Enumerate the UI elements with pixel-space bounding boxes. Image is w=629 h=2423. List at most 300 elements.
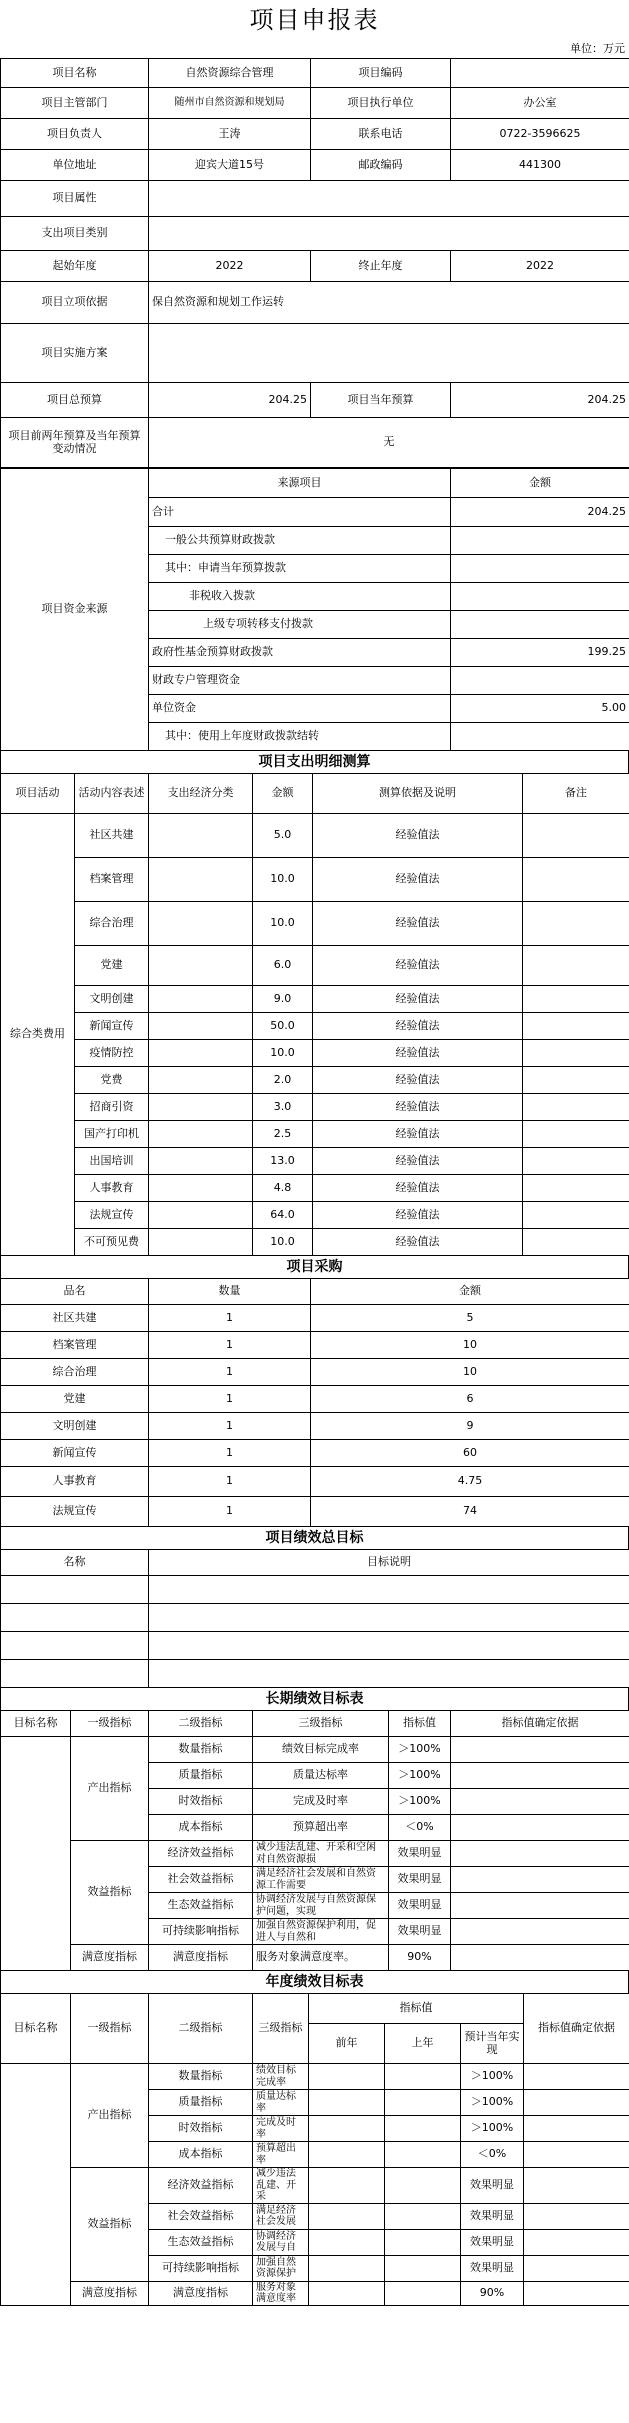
procurement-item-name: 文明创建	[1, 1413, 149, 1440]
procurement-item-name: 人事教育	[1, 1467, 149, 1497]
funding-source-name: 一般公共预算财政拨款	[149, 527, 451, 555]
detail-amount: 9.0	[253, 986, 313, 1013]
annual-header: 前年	[309, 2024, 385, 2064]
detail-header: 测算依据及说明	[313, 774, 523, 814]
value-exec: 办公室	[451, 88, 629, 119]
unit-label: 单位：万元	[570, 42, 625, 55]
long-term-basis	[451, 1867, 629, 1893]
funding-source-name: 合计	[149, 498, 451, 527]
long-term-section-title: 长期绩效目标表	[0, 1688, 629, 1710]
annual-basis	[524, 2064, 629, 2090]
procurement-header: 数量	[149, 1279, 311, 1305]
annual-l3: 绩效目标完成率	[253, 2064, 309, 2090]
detail-remark	[523, 986, 629, 1013]
detail-remark	[523, 1229, 629, 1256]
annual-basis	[524, 2142, 629, 2168]
detail-econ-class	[149, 1202, 253, 1229]
detail-content: 不可预见费	[75, 1229, 149, 1256]
detail-amount: 2.5	[253, 1121, 313, 1148]
procurement-item-qty: 1	[149, 1497, 311, 1527]
procurement-item-name: 党建	[1, 1386, 149, 1413]
detail-basis: 经验值法	[313, 1067, 523, 1094]
funding-source-name: 其中：申请当年预算拨款	[149, 555, 451, 583]
long-term-l3: 减少违法乱建、开采和空闲对自然资源损	[253, 1841, 389, 1867]
funding-source-amount	[451, 555, 629, 583]
detail-remark	[523, 814, 629, 858]
long-term-header: 三级指标	[253, 1711, 389, 1737]
funding-source-name: 上级专项转移支付拨款	[149, 611, 451, 639]
annual-header: 预计当年实现	[461, 2024, 524, 2064]
annual-l2: 可持续影响指标	[149, 2255, 253, 2281]
procurement-header: 品名	[1, 1279, 149, 1305]
annual-basis	[524, 2203, 629, 2229]
annual-goal-name	[1, 2064, 71, 2306]
label-project-code: 项目编码	[311, 59, 451, 88]
label-attr: 项目属性	[1, 181, 149, 217]
page-title: 项目申报表	[249, 6, 380, 34]
long-term-header: 二级指标	[149, 1711, 253, 1737]
detail-econ-class	[149, 946, 253, 986]
annual-prev1	[385, 2168, 461, 2204]
long-term-value: 90%	[389, 1945, 451, 1971]
detail-table	[0, 773, 629, 1256]
value-basis: 保自然资源和规划工作运转	[149, 282, 629, 324]
annual-target: ＞100%	[461, 2064, 524, 2090]
goal-cell	[1, 1632, 149, 1660]
detail-content: 招商引资	[75, 1094, 149, 1121]
table-row	[1, 1994, 629, 2024]
detail-header: 活动内容表述	[75, 774, 149, 814]
table-row	[1, 946, 629, 986]
annual-header: 目标名称	[1, 1994, 71, 2064]
procurement-item-name: 综合治理	[1, 1359, 149, 1386]
overall-goal-table	[0, 1549, 629, 1688]
annual-l2: 数量指标	[149, 2064, 253, 2090]
long-term-header: 指标值	[389, 1711, 451, 1737]
detail-basis: 经验值法	[313, 1175, 523, 1202]
long-term-l3: 质量达标率	[253, 1763, 389, 1789]
funding-table	[0, 468, 629, 751]
annual-header: 指标值确定依据	[524, 1994, 629, 2064]
detail-basis: 经验值法	[313, 902, 523, 946]
long-term-header: 一级指标	[71, 1711, 149, 1737]
annual-l3: 加强自然资源保护	[253, 2255, 309, 2281]
procurement-item-amount: 74	[311, 1497, 629, 1527]
detail-content: 新闻宣传	[75, 1013, 149, 1040]
funding-header-amount: 金额	[451, 469, 629, 498]
long-term-l3: 加强自然资源保护利用，促进人与自然和	[253, 1919, 389, 1945]
overall-goal-section-title: 项目绩效总目标	[0, 1527, 629, 1549]
annual-prev2	[309, 2142, 385, 2168]
label-budget-change: 项目前两年预算及当年预算变动情况	[1, 418, 149, 468]
detail-header: 金额	[253, 774, 313, 814]
annual-l2: 满意度指标	[149, 2281, 253, 2305]
table-row	[1, 1013, 629, 1040]
annual-prev2	[309, 2116, 385, 2142]
label-dept: 项目主管部门	[1, 88, 149, 119]
detail-remark	[523, 946, 629, 986]
table-row	[1, 2064, 629, 2090]
value-project-name: 自然资源综合管理	[149, 59, 311, 88]
value-dept: 随州市自然资源和规划局	[149, 88, 311, 119]
annual-l3: 满足经济社会发展	[253, 2203, 309, 2229]
procurement-item-qty: 1	[149, 1359, 311, 1386]
annual-basis	[524, 2116, 629, 2142]
detail-content: 国产打印机	[75, 1121, 149, 1148]
long-term-l2: 成本指标	[149, 1815, 253, 1841]
procurement-item-name: 档案管理	[1, 1332, 149, 1359]
annual-header: 上年	[385, 2024, 461, 2064]
funding-source-amount	[451, 611, 629, 639]
value-end-year: 2022	[451, 251, 629, 282]
annual-l1: 产出指标	[71, 2064, 149, 2168]
detail-content: 法规宣传	[75, 1202, 149, 1229]
detail-header: 项目活动	[1, 774, 75, 814]
annual-header: 三级指标	[253, 1994, 309, 2064]
annual-section-title: 年度绩效目标表	[0, 1971, 629, 1993]
detail-econ-class	[149, 1040, 253, 1067]
table-row	[1, 1202, 629, 1229]
table-row	[1, 774, 629, 814]
annual-basis	[524, 2229, 629, 2255]
table-row	[1, 1067, 629, 1094]
long-term-l2: 可持续影响指标	[149, 1919, 253, 1945]
long-term-basis	[451, 1737, 629, 1763]
detail-section-title: 项目支出明细测算	[0, 751, 629, 773]
procurement-item-qty: 1	[149, 1413, 311, 1440]
funding-source-name: 财政专户管理资金	[149, 667, 451, 695]
long-term-l2: 满意度指标	[149, 1945, 253, 1971]
funding-label: 项目资金来源	[1, 469, 149, 751]
table-row	[1, 2281, 629, 2305]
annual-target: ＜0%	[461, 2142, 524, 2168]
detail-econ-class	[149, 858, 253, 902]
annual-basis	[524, 2255, 629, 2281]
detail-amount: 10.0	[253, 1229, 313, 1256]
goal-cell	[149, 1604, 629, 1632]
detail-econ-class	[149, 1229, 253, 1256]
procurement-item-amount: 9	[311, 1413, 629, 1440]
table-row	[1, 1497, 629, 1527]
annual-l2: 社会效益指标	[149, 2203, 253, 2229]
procurement-item-name: 社区共建	[1, 1305, 149, 1332]
annual-l3: 服务对象满意度率	[253, 2281, 309, 2305]
table-row	[1, 1175, 629, 1202]
annual-prev1	[385, 2116, 461, 2142]
detail-remark	[523, 1094, 629, 1121]
value-leader: 王涛	[149, 119, 311, 150]
funding-source-amount: 199.25	[451, 639, 629, 667]
detail-content: 党费	[75, 1067, 149, 1094]
long-term-basis	[451, 1945, 629, 1971]
detail-content: 档案管理	[75, 858, 149, 902]
table-row	[1, 902, 629, 946]
procurement-item-qty: 1	[149, 1332, 311, 1359]
detail-basis: 经验值法	[313, 1202, 523, 1229]
annual-prev1	[385, 2255, 461, 2281]
detail-remark	[523, 1040, 629, 1067]
annual-l3: 完成及时率	[253, 2116, 309, 2142]
annual-target: 效果明显	[461, 2255, 524, 2281]
annual-prev1	[385, 2142, 461, 2168]
detail-econ-class	[149, 1013, 253, 1040]
procurement-item-amount: 5	[311, 1305, 629, 1332]
long-term-header: 目标名称	[1, 1711, 71, 1737]
annual-prev2	[309, 2229, 385, 2255]
annual-l2: 生态效益指标	[149, 2229, 253, 2255]
table-row	[1, 469, 629, 498]
funding-source-name: 其中：使用上年度财政拨款结转	[149, 723, 451, 751]
annual-target: ＞100%	[461, 2116, 524, 2142]
label-category: 支出项目类别	[1, 217, 149, 251]
detail-basis: 经验值法	[313, 1121, 523, 1148]
label-exec: 项目执行单位	[311, 88, 451, 119]
table-row	[1, 1386, 629, 1413]
long-term-l2: 质量指标	[149, 1763, 253, 1789]
goal-cell	[149, 1632, 629, 1660]
detail-amount: 2.0	[253, 1067, 313, 1094]
detail-activity: 综合类费用	[1, 814, 75, 1256]
annual-target: 90%	[461, 2281, 524, 2305]
long-term-l3: 服务对象满意度率。	[253, 1945, 389, 1971]
long-term-l3: 预算超出率	[253, 1815, 389, 1841]
funding-source-amount: 204.25	[451, 498, 629, 527]
annual-l3: 预算超出率	[253, 2142, 309, 2168]
table-row	[1, 1305, 629, 1332]
funding-source-amount	[451, 723, 629, 751]
detail-content: 党建	[75, 946, 149, 986]
detail-content: 文明创建	[75, 986, 149, 1013]
value-attr	[149, 181, 629, 217]
annual-basis	[524, 2168, 629, 2204]
annual-target: 效果明显	[461, 2229, 524, 2255]
annual-l3: 质量达标率	[253, 2090, 309, 2116]
detail-remark	[523, 1202, 629, 1229]
annual-target: 效果明显	[461, 2168, 524, 2204]
annual-prev1	[385, 2090, 461, 2116]
detail-basis: 经验值法	[313, 1013, 523, 1040]
detail-basis: 经验值法	[313, 1148, 523, 1175]
label-year-budget: 项目当年预算	[311, 383, 451, 418]
table-row	[1, 1440, 629, 1467]
long-term-basis	[451, 1789, 629, 1815]
long-term-basis	[451, 1919, 629, 1945]
annual-prev2	[309, 2255, 385, 2281]
detail-basis: 经验值法	[313, 1229, 523, 1256]
procurement-item-qty: 1	[149, 1386, 311, 1413]
goal-cell	[149, 1576, 629, 1604]
long-term-l2: 社会效益指标	[149, 1867, 253, 1893]
detail-header: 支出经济分类	[149, 774, 253, 814]
long-term-l1: 满意度指标	[71, 1945, 149, 1971]
detail-econ-class	[149, 1121, 253, 1148]
detail-basis: 经验值法	[313, 946, 523, 986]
detail-remark	[523, 902, 629, 946]
long-term-value: 效果明显	[389, 1893, 451, 1919]
label-address: 单位地址	[1, 150, 149, 181]
long-term-l2: 生态效益指标	[149, 1893, 253, 1919]
annual-header: 一级指标	[71, 1994, 149, 2064]
long-term-basis	[451, 1893, 629, 1919]
table-row	[1, 1094, 629, 1121]
detail-amount: 3.0	[253, 1094, 313, 1121]
detail-amount: 64.0	[253, 1202, 313, 1229]
long-term-value: ＞100%	[389, 1737, 451, 1763]
annual-l2: 质量指标	[149, 2090, 253, 2116]
annual-header: 二级指标	[149, 1994, 253, 2064]
procurement-table	[0, 1278, 629, 1527]
table-row	[1, 1413, 629, 1440]
label-phone: 联系电话	[311, 119, 451, 150]
annual-prev2	[309, 2168, 385, 2204]
label-end-year: 终止年度	[311, 251, 451, 282]
value-category	[149, 217, 629, 251]
value-zip: 441300	[451, 150, 629, 181]
annual-l3: 协调经济发展与自	[253, 2229, 309, 2255]
table-row	[1, 1359, 629, 1386]
table-row	[1, 858, 629, 902]
annual-l1: 效益指标	[71, 2168, 149, 2282]
goal-cell	[1, 1576, 149, 1604]
detail-basis: 经验值法	[313, 814, 523, 858]
detail-basis: 经验值法	[313, 986, 523, 1013]
detail-remark	[523, 1067, 629, 1094]
detail-econ-class	[149, 814, 253, 858]
procurement-item-name: 法规宣传	[1, 1497, 149, 1527]
value-plan	[149, 324, 629, 383]
detail-econ-class	[149, 1175, 253, 1202]
goal-cell	[149, 1660, 629, 1688]
goal-cell	[1, 1660, 149, 1688]
detail-header: 备注	[523, 774, 629, 814]
long-term-l3: 绩效目标完成率	[253, 1737, 389, 1763]
detail-amount: 50.0	[253, 1013, 313, 1040]
detail-amount: 6.0	[253, 946, 313, 986]
goal-header-desc: 目标说明	[149, 1550, 629, 1576]
annual-table	[0, 1993, 629, 2306]
long-term-l3: 完成及时率	[253, 1789, 389, 1815]
long-term-l3: 协调经济发展与自然资源保护问题，实现	[253, 1893, 389, 1919]
funding-source-name: 非税收入拨款	[149, 583, 451, 611]
table-row	[1, 1148, 629, 1175]
funding-header-source: 来源项目	[149, 469, 451, 498]
detail-amount: 10.0	[253, 1040, 313, 1067]
funding-source-amount: 5.00	[451, 695, 629, 723]
detail-amount: 13.0	[253, 1148, 313, 1175]
annual-prev1	[385, 2203, 461, 2229]
detail-content: 出国培训	[75, 1148, 149, 1175]
label-start-year: 起始年度	[1, 251, 149, 282]
label-basis: 项目立项依据	[1, 282, 149, 324]
table-row	[1, 1737, 629, 1763]
long-term-basis	[451, 1763, 629, 1789]
annual-basis	[524, 2281, 629, 2305]
funding-source-amount	[451, 667, 629, 695]
table-row	[1, 1040, 629, 1067]
long-term-l2: 时效指标	[149, 1789, 253, 1815]
detail-remark	[523, 1121, 629, 1148]
long-term-basis	[451, 1841, 629, 1867]
annual-l2: 时效指标	[149, 2116, 253, 2142]
annual-prev1	[385, 2229, 461, 2255]
label-project-name: 项目名称	[1, 59, 149, 88]
detail-econ-class	[149, 986, 253, 1013]
detail-remark	[523, 1013, 629, 1040]
detail-content: 综合治理	[75, 902, 149, 946]
detail-basis: 经验值法	[313, 1094, 523, 1121]
detail-econ-class	[149, 1148, 253, 1175]
table-row	[1, 1467, 629, 1497]
detail-content: 社区共建	[75, 814, 149, 858]
procurement-header: 金额	[311, 1279, 629, 1305]
detail-amount: 5.0	[253, 814, 313, 858]
value-address: 迎宾大道15号	[149, 150, 311, 181]
long-term-value: ＜0%	[389, 1815, 451, 1841]
long-term-l2: 经济效益指标	[149, 1841, 253, 1867]
procurement-item-qty: 1	[149, 1305, 311, 1332]
value-budget-change: 无	[149, 418, 629, 468]
long-term-table	[0, 1710, 629, 1971]
goal-header-name: 名称	[1, 1550, 149, 1576]
procurement-item-amount: 60	[311, 1440, 629, 1467]
funding-source-amount	[451, 527, 629, 555]
annual-l2: 经济效益指标	[149, 2168, 253, 2204]
detail-econ-class	[149, 1067, 253, 1094]
label-zip: 邮政编码	[311, 150, 451, 181]
value-phone: 0722-3596625	[451, 119, 629, 150]
annual-header: 指标值	[309, 1994, 524, 2024]
long-term-basis	[451, 1815, 629, 1841]
table-row	[1, 986, 629, 1013]
annual-target: 效果明显	[461, 2203, 524, 2229]
detail-content: 疫情防控	[75, 1040, 149, 1067]
value-total-budget: 204.25	[149, 383, 311, 418]
detail-basis: 经验值法	[313, 1040, 523, 1067]
annual-prev2	[309, 2281, 385, 2305]
table-row	[1, 1711, 629, 1737]
funding-source-name: 单位资金	[149, 695, 451, 723]
goal-cell	[1, 1604, 149, 1632]
funding-source-amount	[451, 583, 629, 611]
procurement-section-title: 项目采购	[0, 1256, 629, 1278]
procurement-item-qty: 1	[149, 1440, 311, 1467]
annual-basis	[524, 2090, 629, 2116]
annual-prev1	[385, 2281, 461, 2305]
value-project-code	[451, 59, 629, 88]
procurement-item-name: 新闻宣传	[1, 1440, 149, 1467]
detail-content: 人事教育	[75, 1175, 149, 1202]
long-term-value: ＞100%	[389, 1763, 451, 1789]
annual-l3: 减少违法乱建、开采	[253, 2168, 309, 2204]
annual-l1: 满意度指标	[71, 2281, 149, 2305]
detail-remark	[523, 858, 629, 902]
procurement-item-amount: 6	[311, 1386, 629, 1413]
table-row	[1, 1229, 629, 1256]
long-term-goal-name	[1, 1737, 71, 1971]
procurement-item-amount: 10	[311, 1332, 629, 1359]
table-row	[1, 1841, 629, 1867]
table-row	[1, 1332, 629, 1359]
annual-prev2	[309, 2090, 385, 2116]
annual-l2: 成本指标	[149, 2142, 253, 2168]
long-term-l1: 产出指标	[71, 1737, 149, 1841]
long-term-value: 效果明显	[389, 1919, 451, 1945]
detail-amount: 10.0	[253, 858, 313, 902]
long-term-l3: 满足经济社会发展和自然资源工作需要	[253, 1867, 389, 1893]
procurement-item-amount: 10	[311, 1359, 629, 1386]
procurement-item-amount: 4.75	[311, 1467, 629, 1497]
procurement-item-qty: 1	[149, 1467, 311, 1497]
